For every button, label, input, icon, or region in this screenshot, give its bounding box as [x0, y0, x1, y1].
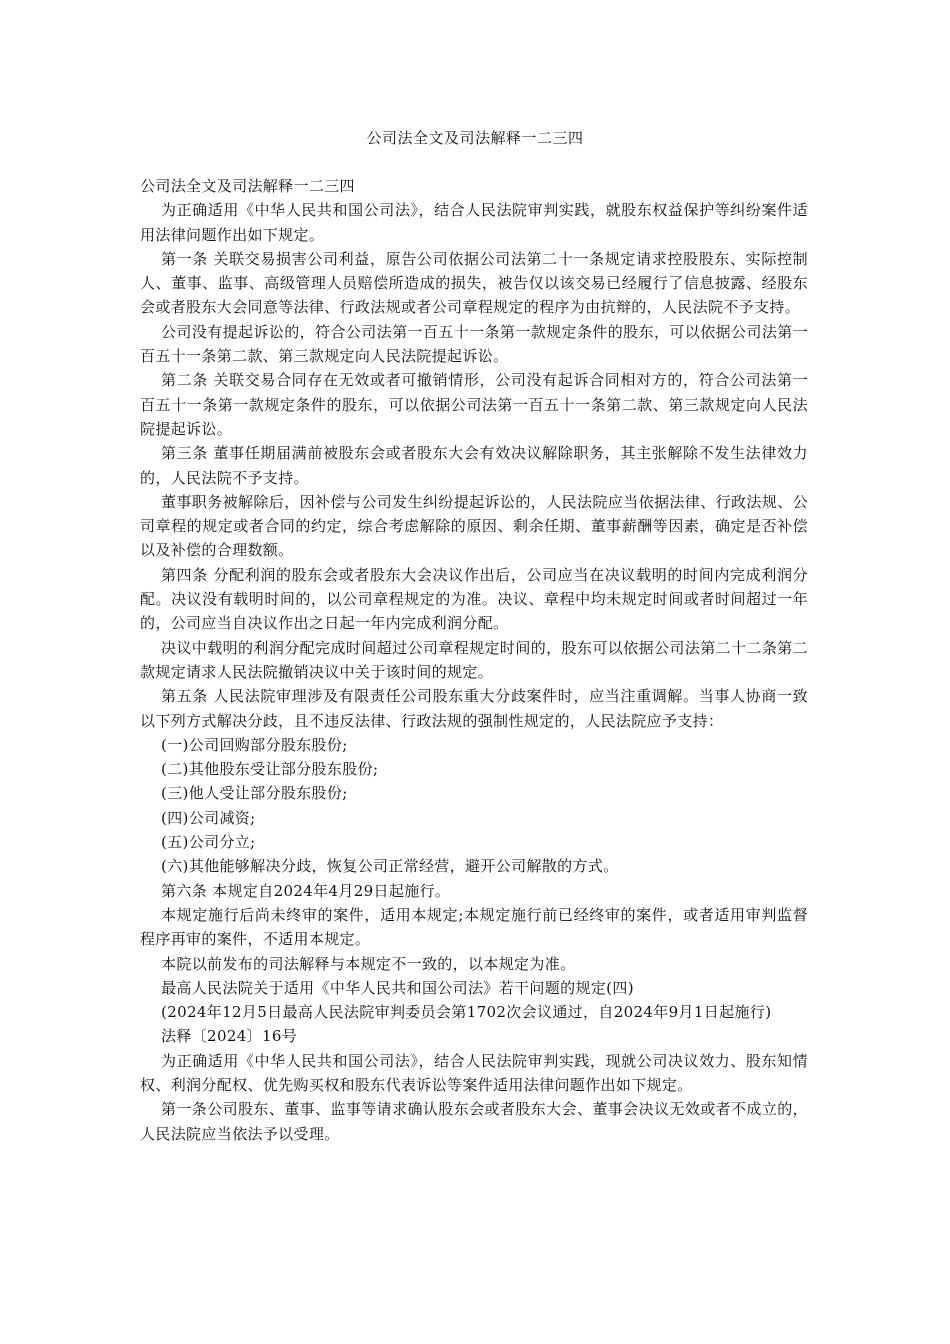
paragraph: 决议中载明的利润分配完成时间超过公司章程规定时间的，股东可以依据公司法第二十二条第二款规定请求人民法院撤销决议中关于该时间的规定。	[140, 638, 808, 681]
paragraph: (二)其他股东受让部分股东股份;	[161, 760, 379, 779]
paragraph: 第一条公司股东、董事、监事等请求确认股东会或者股东大会、董事会决议无效或者不成立的，人民法院应当依法予以受理。	[140, 1100, 808, 1143]
paragraph: 第五条 人民法院审理涉及有限责任公司股东重大分歧案件时，应当注重调解。当事人协商一致以下列方式解决分歧，且不违反法律、行政法规的强制性规定的，人民法院应予支持：	[140, 687, 808, 730]
paragraph: 本规定施行后尚未终审的案件，适用本规定;本规定施行前已经终审的案件，或者适用审判监督程序再审的案件，不适用本规定。	[140, 905, 808, 949]
paragraph: 公司法全文及司法解释一二三四	[140, 177, 355, 195]
paragraph: 最高人民法院关于适用《中华人民共和国公司法》若干问题的规定(四)	[161, 978, 634, 997]
document-body	[140, 174, 808, 1146]
paragraph: (四)公司减资;	[161, 808, 256, 827]
paragraph: (一)公司回购部分股东股份;	[161, 735, 348, 754]
paragraph: 第三条 董事任期届满前被股东会或者股东大会有效决议解除职务，其主张解除不发生法律效力的，人民法院不予支持。	[140, 444, 808, 487]
paragraph: (五)公司分立;	[161, 833, 256, 852]
paragraph: 为正确适用《中华人民共和国公司法》，结合人民法院审判实践，就股东权益保护等纠纷案件适用法律问题作出如下规定。	[140, 201, 808, 244]
paragraph: 法释〔2024〕16号	[161, 1027, 298, 1046]
paragraph: 公司没有提起诉讼的，符合公司法第一百五十一条第一款规定条件的股东，可以依据公司法第一百五十一条第二款、第三款规定向人民法院提起诉讼。	[140, 322, 808, 366]
paragraph: 董事职务被解除后，因补偿与公司发生纠纷提起诉讼的，人民法院应当依据法律、行政法规、公司章程的规定或者合同的约定，综合考虑解除的原因、剩余任期、董事薪酬等因素，确定是否补偿以及补偿的合理数额。	[140, 492, 808, 560]
paragraph: (2024年12月5日最高人民法院审判委员会第1702次会议通过，自2024年9月1日起施行)	[161, 1003, 772, 1022]
paragraph: 为正确适用《中华人民共和国公司法》，结合人民法院审判实践，现就公司决议效力、股东知情权、利润分配权、优先购买权和股东代表诉讼等案件适用法律问题作出如下规定。	[140, 1051, 808, 1094]
document-title: 公司法全文及司法解释一二三四	[366, 129, 584, 147]
paragraph: 第四条 分配利润的股东会或者股东大会决议作出后，公司应当在决议载明的时间内完成利润分配。决议没有载明时间的，以公司章程规定的为准。决议、章程中均未规定时间或者时间超过一年的，公司应当自决议作出之日起一年内完成利润分配。	[140, 565, 808, 633]
paragraph: 第二条 关联交易合同存在无效或者可撤销情形，公司没有起诉合同相对方的，符合公司法第一百五十一条第一款规定条件的股东，可以依据公司法第一百五十一条第二款、第三款规定向人民法院提起诉讼。	[140, 371, 808, 438]
paragraph: (三)他人受让部分股东股份;	[161, 784, 348, 803]
paragraph: 第一条 关联交易损害公司利益，原告公司依据公司法第二十一条规定请求控股股东、实际控制人、董事、监事、高级管理人员赔偿所造成的损失，被告仅以该交易已经履行了信息披露、经股东会或者股东大会同意等法律、行政法规或者公司章程规定的程序为由抗辩的，人民法院不予支持。	[140, 249, 808, 317]
paragraph: (六)其他能够解决分歧，恢复公司正常经营，避开公司解散的方式。	[161, 857, 619, 876]
paragraph: 第六条 本规定自2024年4月29日起施行。	[161, 881, 451, 900]
paragraph: 本院以前发布的司法解释与本规定不一致的，以本规定为准。	[161, 954, 576, 973]
